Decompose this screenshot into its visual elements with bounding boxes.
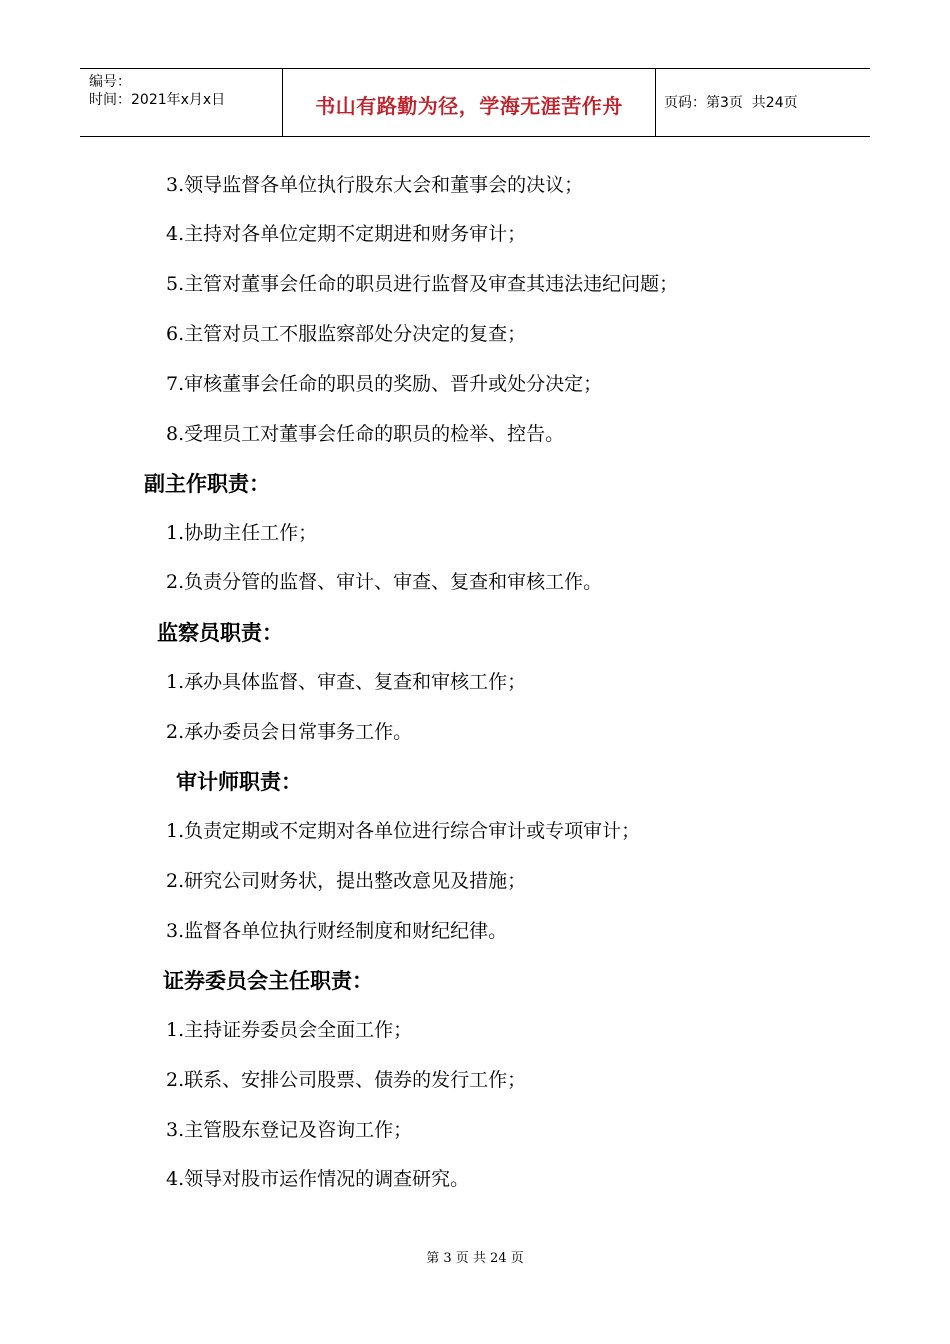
header-motto: 书山有路勤为径，学海无涯苦作舟: [315, 94, 623, 118]
list-item: 2.负责分管的监督、审计、审查、复查和审核工作。: [166, 571, 603, 593]
section-heading-auditor: 审计师职责：: [176, 770, 302, 794]
list-item: 4.主持对各单位定期不定期进和财务审计；: [166, 223, 527, 245]
document-time-label: 时间：2021年x月x日: [89, 92, 226, 108]
list-item: 4.领导对股市运作情况的调查研究。: [166, 1168, 470, 1190]
section-heading-deputy: 副主作职责：: [144, 472, 270, 496]
list-item: 6.主管对员工不服监察部处分决定的复查；: [166, 323, 527, 345]
list-item: 3.主管股东登记及咨询工作；: [166, 1119, 413, 1141]
list-item: 3.领导监督各单位执行股东大会和董事会的决议；: [166, 174, 584, 196]
header-page-number: 页码：第3页 共24页: [664, 95, 798, 111]
list-item: 2.承办委员会日常事务工作。: [166, 721, 413, 743]
list-item: 8.受理员工对董事会任命的职员的检举、控告。: [166, 423, 565, 445]
list-item: 1.协助主任工作；: [166, 522, 318, 544]
list-item: 2.研究公司财务状，提出整改意见及措施；: [166, 870, 527, 892]
list-item: 1.主持证券委员会全面工作；: [166, 1019, 413, 1041]
header-meta-cell: [80, 69, 282, 136]
header-page-cell: [655, 69, 870, 136]
section-heading-securities: 证券委员会主任职责：: [163, 969, 373, 993]
list-item: 5.主管对董事会任命的职员进行监督及审查其违法违纪问题；: [166, 273, 679, 295]
list-item: 1.负责定期或不定期对各单位进行综合审计或专项审计；: [166, 820, 641, 842]
list-item: 2.联系、安排公司股票、债券的发行工作；: [166, 1069, 527, 1091]
list-item: 1.承办具体监督、审查、复查和审核工作；: [166, 671, 527, 693]
document-number-label: 编号：: [89, 74, 131, 90]
page-footer: 第 3 页 共 24 页: [426, 1251, 524, 1266]
list-item: 3.监督各单位执行财经制度和财纪纪律。: [166, 920, 508, 942]
header-motto-cell: [282, 69, 656, 136]
page-header: [80, 68, 870, 137]
section-heading-inspector: 监察员职责：: [157, 621, 283, 645]
list-item: 7.审核董事会任命的职员的奖励、晋升或处分决定；: [166, 373, 603, 395]
